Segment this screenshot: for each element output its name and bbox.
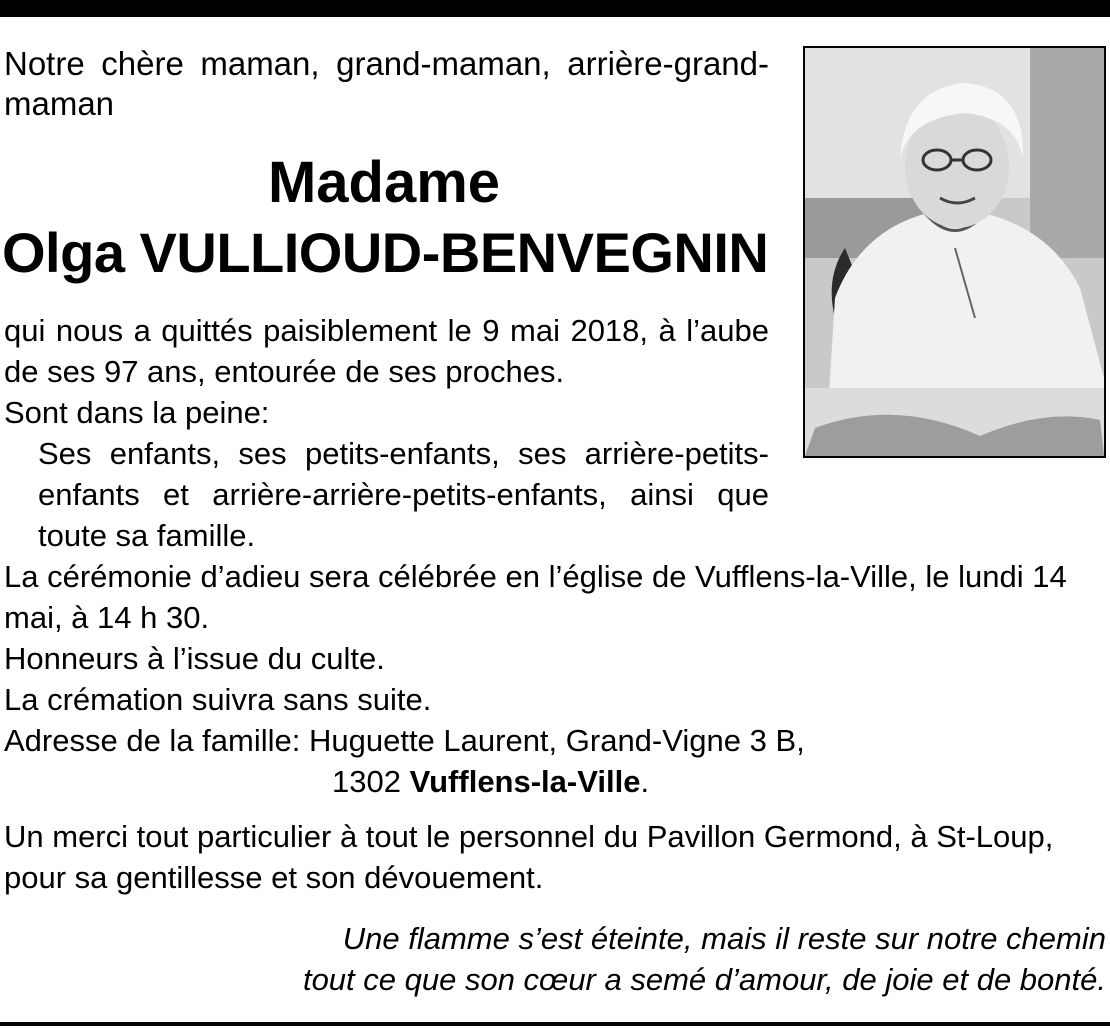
top-border-rule: [0, 0, 1110, 17]
mourners-text: Ses enfants, ses petits-enfants, ses arrière-petits-enfants et arrière-arrière-petits-enfants, ainsi que toute sa famille.: [38, 436, 769, 553]
address-end-punct: .: [640, 764, 650, 799]
bottom-border-rule: [0, 1022, 1110, 1026]
closing-line-1: Une flamme s’est éteinte, mais il reste sur notre chemin: [342, 921, 1106, 956]
cremation-text: La crémation suivra sans suite.: [4, 682, 432, 717]
closing-line-2: tout ce que son cœur a semé d’amour, de joie et de bonté.: [302, 962, 1106, 997]
honorific: Madame: [267, 150, 501, 215]
address-town: Vufflens-la-Ville: [409, 764, 641, 799]
address-line: Adresse de la famille: Huguette Laurent, Grand-Vigne 3 B,: [4, 723, 805, 758]
mourners-label: Sont dans la peine:: [4, 395, 270, 430]
deceased-name: Olga VULLIOUD-BENVEGNIN: [2, 221, 769, 284]
passing-text: qui nous a quittés paisiblement le 9 mai 2018, à l’aube de ses 97 ans, entourée de ses proches.: [4, 313, 769, 389]
announcement-body: [4, 310, 1108, 898]
honours-text: Honneurs à l’issue du culte.: [4, 641, 385, 676]
address-postcode: 1302: [332, 764, 401, 799]
closing-quote: [106, 918, 1106, 1000]
intro-text: Notre chère maman, grand-maman, arrière-grand-maman: [4, 45, 769, 122]
ceremony-text: La cérémonie d’adieu sera célébrée en l’église de Vufflens-la-Ville, le lundi 14 mai, à 14 h 30.: [4, 559, 1067, 635]
address-locality: [4, 761, 1108, 802]
thanks-text: Un merci tout particulier à tout le personnel du Pavillon Germond, à St-Loup, pour sa gentillesse et son dévouement.: [4, 819, 1054, 895]
